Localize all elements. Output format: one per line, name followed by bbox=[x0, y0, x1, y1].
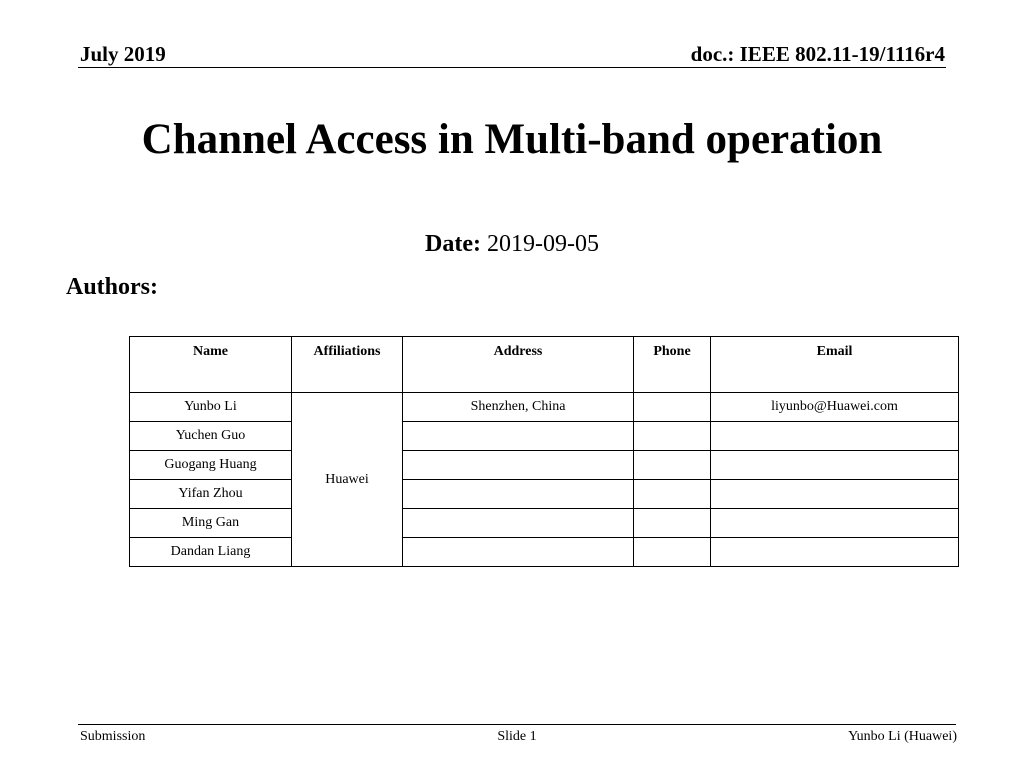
author-email bbox=[711, 451, 959, 480]
author-name: Dandan Liang bbox=[130, 538, 292, 567]
table-header-row bbox=[130, 337, 959, 393]
author-phone bbox=[634, 538, 711, 567]
footer-divider bbox=[78, 724, 956, 725]
table-row bbox=[130, 422, 959, 451]
author-phone bbox=[634, 451, 711, 480]
author-name: Yifan Zhou bbox=[130, 480, 292, 509]
authors-heading: Authors: bbox=[66, 274, 159, 300]
table-row bbox=[130, 393, 959, 422]
author-email bbox=[711, 480, 959, 509]
author-address bbox=[403, 480, 634, 509]
author-phone bbox=[634, 393, 711, 422]
author-name: Yunbo Li bbox=[130, 393, 292, 422]
author-address bbox=[403, 451, 634, 480]
header-date: July 2019 bbox=[80, 42, 166, 66]
slide-title: Channel Access in Multi-band operation bbox=[141, 116, 883, 163]
footer-slide-number: Slide 1 bbox=[497, 729, 537, 744]
author-email bbox=[711, 509, 959, 538]
author-address: Shenzhen, China bbox=[403, 393, 634, 422]
author-phone bbox=[634, 422, 711, 451]
table-row bbox=[130, 509, 959, 538]
author-phone bbox=[634, 480, 711, 509]
column-header-name: Name bbox=[130, 337, 292, 393]
author-name: Ming Gan bbox=[130, 509, 292, 538]
column-header-affiliations: Affiliations bbox=[292, 337, 403, 393]
author-email: liyunbo@Huawei.com bbox=[711, 393, 959, 422]
column-header-phone: Phone bbox=[634, 337, 711, 393]
author-address bbox=[403, 422, 634, 451]
author-name: Guogang Huang bbox=[130, 451, 292, 480]
header-divider bbox=[78, 67, 946, 68]
author-name: Yuchen Guo bbox=[130, 422, 292, 451]
author-phone bbox=[634, 509, 711, 538]
date-label: Date: bbox=[425, 231, 481, 257]
authors-table bbox=[129, 336, 959, 567]
author-address bbox=[403, 509, 634, 538]
footer-submission: Submission bbox=[80, 729, 146, 744]
table-row bbox=[130, 538, 959, 567]
date-line bbox=[0, 228, 1024, 260]
author-email bbox=[711, 538, 959, 567]
date-value: 2019-09-05 bbox=[486, 231, 599, 257]
header-doc-id: doc.: IEEE 802.11-19/1116r4 bbox=[690, 42, 945, 66]
column-header-address: Address bbox=[403, 337, 634, 393]
author-address bbox=[403, 538, 634, 567]
table-row bbox=[130, 480, 959, 509]
column-header-email: Email bbox=[711, 337, 959, 393]
author-email bbox=[711, 422, 959, 451]
footer-author: Yunbo Li (Huawei) bbox=[848, 729, 957, 744]
author-affiliation: Huawei bbox=[292, 393, 403, 567]
table-row bbox=[130, 451, 959, 480]
